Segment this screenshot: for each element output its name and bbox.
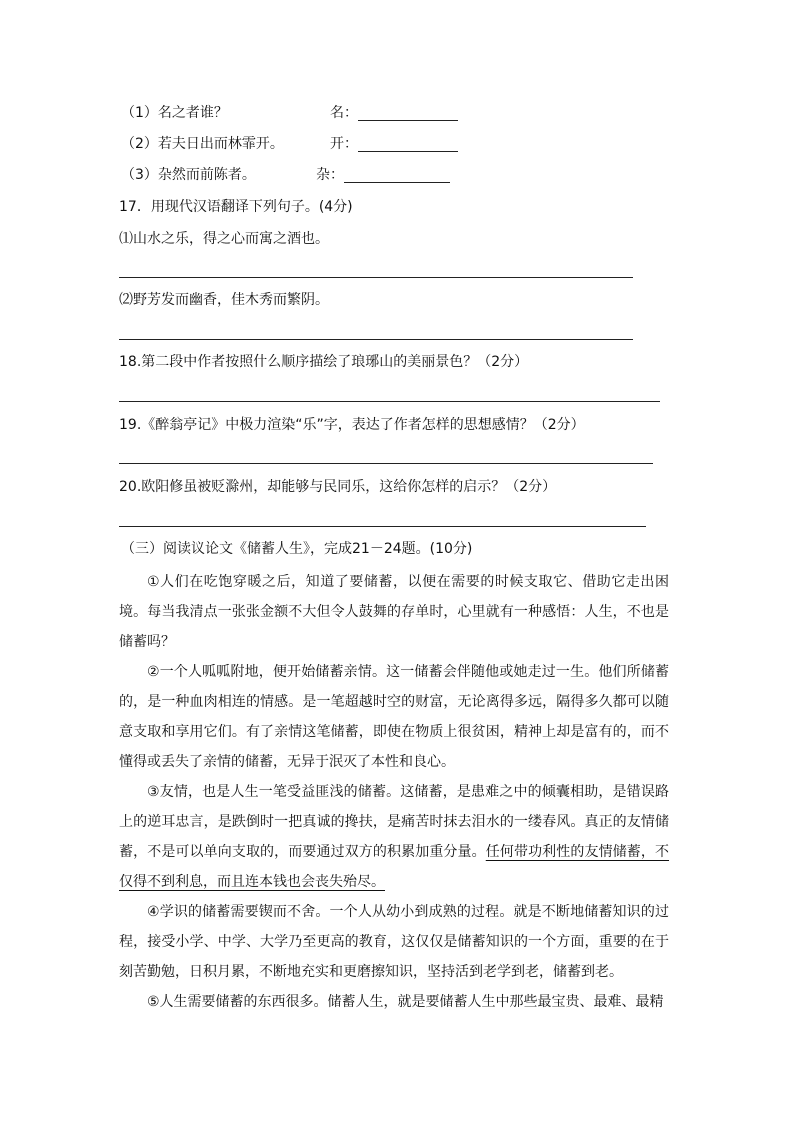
q16-item-3-label: 杂： xyxy=(316,167,344,183)
essay-paragraph-4: ④学识的储蓄需要锲而不舍。一个人从幼小到成熟的过程。就是不断地储蓄知识的过程，接受小学、中学、大学乃至更高的教育，这仅仅是储蓄知识的一个方面，重要的在于刻苦勤勉，日积月累，不断地充实和更磨擦知识，坚持活到老学到老，储蓄到老。 xyxy=(119,904,669,980)
item-number: （2） xyxy=(121,136,158,152)
essay-paragraph-1: ①人们在吃饱穿暖之后，知道了要储蓄，以便在需要的时候支取它、借助它走出困境。每当我清点一张张金额不大但令人鼓舞的存单时，心里就有一种感悟：人生，不也是储蓄吗？ xyxy=(119,574,669,650)
q16-answer-blank-3[interactable] xyxy=(344,182,450,183)
q16-item-1-label: 名： xyxy=(330,105,358,121)
essay-paragraph-2: ②一个人呱呱附地，便开始储蓄亲情。这一储蓄会伴随他或她走过一生。他们所储蓄的，是一种血肉相连的情感。是一笔超越时空的财富，无论离得多远，隔得多久都可以随意支取和享用它们。有了亲情这笔储蓄，即使在物质上很贫困，精神上却是富有的，而不懂得或丢失了亲情的储蓄，无异于泯灭了本性和良心。 xyxy=(119,664,669,770)
essay-paragraph-3 xyxy=(119,777,669,897)
q19-title: 19.《醉翁亭记》中极力渲染“乐”字，表达了作者怎样的思想感情？（2分） xyxy=(119,417,585,433)
item-number: （1） xyxy=(121,105,158,121)
q16-item-1 xyxy=(121,103,228,123)
item-sentence: 若夫日出而林霏开。 xyxy=(157,136,284,152)
underlined-sentence: 任何带功利性的友情储蓄，不仅得不到利息，而且连本钱也会丧失殆尽。 xyxy=(119,844,670,890)
q16-answer-blank-2[interactable] xyxy=(358,151,458,152)
item-sentence: 杂然而前陈者。 xyxy=(157,167,256,183)
paragraph-3-text: ③友情，也是人生一笔受益匪浅的储蓄。这储蓄，是患难之中的倾囊相助，是错误路上的逆耳忠言，是跌倒时一把真诚的搀扶，是痛苦时抹去泪水的一缕春风。真正的友情储蓄，不是可以单向支取的，而要通过双方的积累加重分量。 xyxy=(119,784,669,860)
q16-item-3 xyxy=(121,165,256,185)
item-number: （3） xyxy=(121,167,158,183)
q17-sentence-2: ⑵野芳发而幽香，佳木秀而繁阴。 xyxy=(119,292,329,308)
q16-answer-blank-1[interactable] xyxy=(358,120,458,121)
section3-heading: （三）阅读议论文《储蓄人生》，完成21－24题。(10分) xyxy=(121,541,473,557)
essay-body xyxy=(119,567,669,1017)
q18-answer-line[interactable] xyxy=(119,401,660,402)
q20-title: 20.欧阳修虽被贬滁州，却能够与民同乐，这给你怎样的启示？（2分） xyxy=(119,479,557,495)
q17-answer-line-1[interactable] xyxy=(119,277,633,278)
q17-title: 17．用现代汉语翻译下列句子。(4分) xyxy=(119,199,353,215)
q16-item-2-label: 开： xyxy=(330,136,358,152)
q16-item-2 xyxy=(121,134,284,154)
essay-paragraph-5: ⑤人生需要储蓄的东西很多。储蓄人生，就是要储蓄人生中那些最宝贵、最难、最精 xyxy=(147,994,664,1010)
q19-answer-line[interactable] xyxy=(119,463,653,464)
item-sentence: 名之者谁？ xyxy=(157,105,228,121)
q17-sentence-1: ⑴山水之乐，得之心而寓之酒也。 xyxy=(119,231,329,247)
q20-answer-line[interactable] xyxy=(119,526,646,527)
q17-answer-line-2[interactable] xyxy=(119,339,633,340)
q18-title: 18.第二段中作者按照什么顺序描绘了琅琊山的美丽景色？（2分） xyxy=(119,354,529,370)
